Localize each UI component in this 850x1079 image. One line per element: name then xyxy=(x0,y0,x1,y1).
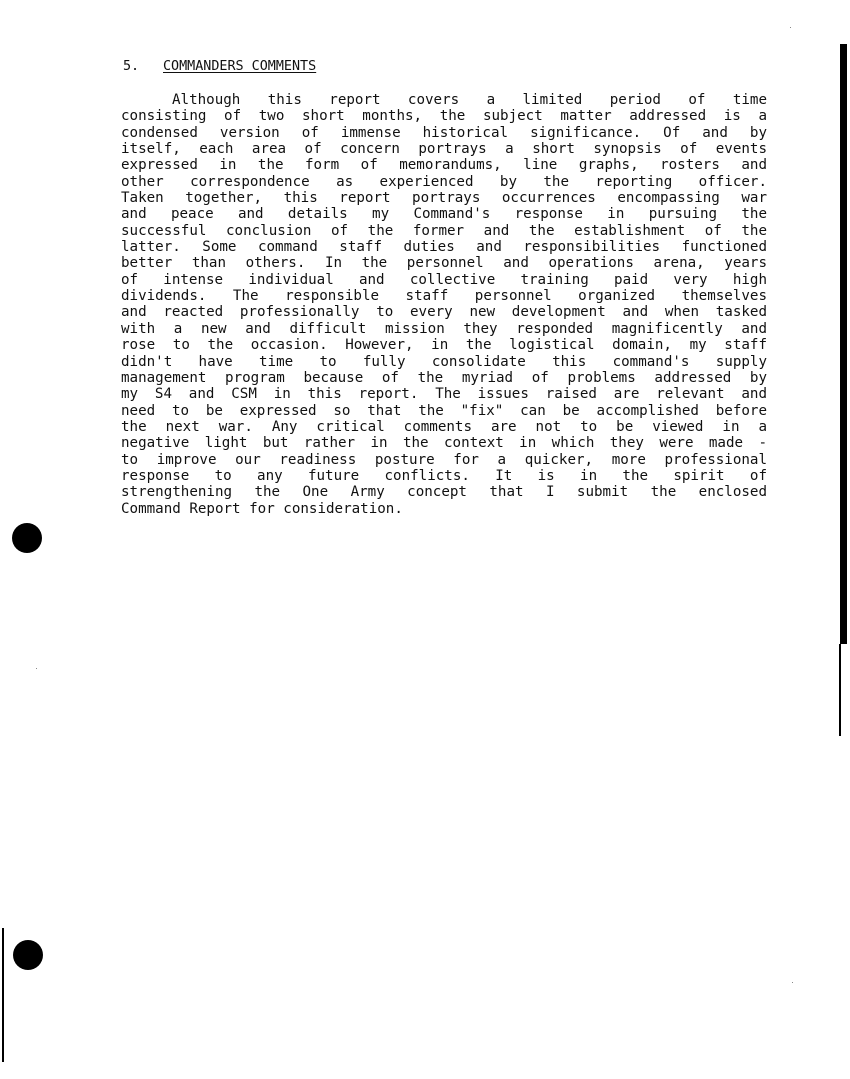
paragraph-line: with a new and difficult mission they responded magnificently and xyxy=(121,320,767,337)
paragraph-line: to improve our readiness posture for a quicker, more professional xyxy=(121,451,767,468)
paragraph-line: response to any future conflicts. It is in the spirit of xyxy=(121,467,767,484)
section-heading xyxy=(123,59,316,75)
scan-speck xyxy=(790,27,791,28)
paragraph-line: rose to the occasion. However, in the logistical domain, my staff xyxy=(121,337,767,354)
scan-left-edge-line xyxy=(2,928,4,1062)
paragraph-line: and peace and details my Command's response in pursuing the xyxy=(121,206,767,223)
paragraph-line: condensed version of immense historical significance. Of and by xyxy=(121,124,767,141)
paragraph-line: the next war. Any critical comments are not to be viewed in a xyxy=(121,418,767,435)
scan-edge-bar xyxy=(840,44,847,644)
paragraph-line: strengthening the One Army concept that I submit the enclosed xyxy=(121,484,767,501)
paragraph-line: didn't have time to fully consolidate this command's supply xyxy=(121,353,767,370)
paragraph-line: management program because of the myriad of problems addressed by xyxy=(121,369,767,386)
section-number: 5. xyxy=(123,59,140,74)
paragraph-line: other correspondence as experienced by the reporting officer. xyxy=(121,173,767,190)
paragraph-line: latter. Some command staff duties and responsibilities functioned xyxy=(121,239,767,256)
paragraph-line: need to be expressed so that the "fix" can be accomplished before xyxy=(121,402,767,419)
section-title: COMMANDERS COMMENTS xyxy=(163,59,317,74)
paragraph-line: and reacted professionally to every new development and when tasked xyxy=(121,304,767,321)
paragraph-line: itself, each area of concern portrays a short synopsis of events xyxy=(121,141,767,158)
punch-hole-mark xyxy=(13,940,43,970)
paragraph-line: successful conclusion of the former and the establishment of the xyxy=(121,222,767,239)
commanders-comments-paragraph xyxy=(121,92,767,517)
scan-speck xyxy=(36,668,37,669)
punch-hole-mark xyxy=(12,523,42,553)
scan-speck xyxy=(792,982,793,983)
paragraph-line: dividends. The responsible staff personnel organized themselves xyxy=(121,288,767,305)
paragraph-line: expressed in the form of memorandums, line graphs, rosters and xyxy=(121,157,767,174)
paragraph-line: of intense individual and collective training paid very high xyxy=(121,271,767,288)
paragraph-line: Taken together, this report portrays occurrences encompassing war xyxy=(121,190,767,207)
paragraph-line: negative light but rather in the context in which they were made - xyxy=(121,435,767,452)
paragraph-line: Command Report for consideration. xyxy=(121,500,403,517)
paragraph-line: consisting of two short months, the subject matter addressed is a xyxy=(121,108,767,125)
paragraph-line: Although this report covers a limited period of time xyxy=(172,92,767,108)
scan-edge-line xyxy=(839,644,841,736)
paragraph-line: my S4 and CSM in this report. The issues raised are relevant and xyxy=(121,386,767,403)
paragraph-line: better than others. In the personnel and operations arena, years xyxy=(121,255,767,272)
